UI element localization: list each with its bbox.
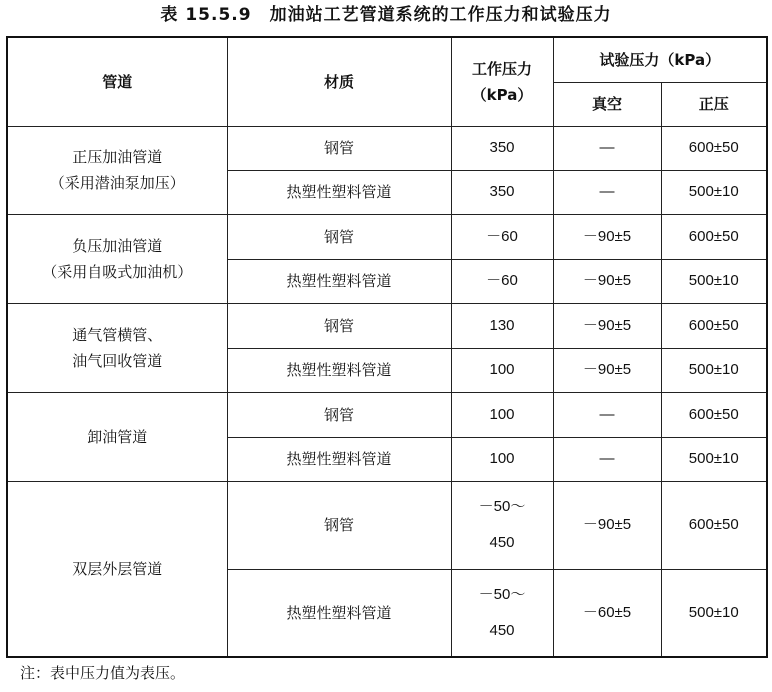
material-cell: 热塑性塑料管道: [227, 170, 451, 214]
pipe-line2: 油气回收管道: [72, 351, 163, 370]
vacuum-cell: －60±5: [553, 569, 661, 657]
pressure-table: [6, 36, 768, 658]
header-work-pressure-line2: （kPa）: [471, 85, 533, 104]
positive-cell: 500±10: [661, 569, 767, 657]
vacuum-cell: －90±5: [553, 481, 661, 569]
work-pressure-cell: －60: [451, 214, 553, 259]
work-pressure-line2: 450: [489, 534, 515, 551]
header-pipe: 管道: [7, 37, 227, 126]
vacuum-cell: －90±5: [553, 348, 661, 392]
pipe-line1: 正压加油管道: [72, 148, 163, 166]
work-pressure-cell: 100: [451, 437, 553, 481]
positive-cell: 500±10: [661, 259, 767, 303]
table-row: [7, 126, 767, 170]
pipe-line2: （采用潜油泵加压）: [49, 174, 185, 192]
positive-cell: 600±50: [661, 481, 767, 569]
positive-cell: 500±10: [661, 437, 767, 481]
vacuum-cell: －90±5: [553, 259, 661, 303]
vacuum-cell: —: [553, 437, 661, 481]
work-pressure-line2: 450: [489, 621, 515, 639]
pipe-line2: （采用自吸式加油机）: [42, 262, 193, 281]
header-material: 材质: [227, 37, 451, 126]
pipe-cell: [7, 214, 227, 303]
header-vacuum: 真空: [553, 82, 661, 126]
table-row: [7, 303, 767, 348]
work-pressure-cell: [451, 481, 553, 569]
work-pressure-cell: －60: [451, 259, 553, 303]
work-pressure-cell: 100: [451, 348, 553, 392]
pipe-cell: [7, 126, 227, 214]
work-pressure-cell: 130: [451, 303, 553, 348]
material-cell: 钢管: [227, 481, 451, 569]
material-cell: 热塑性塑料管道: [227, 437, 451, 481]
positive-cell: 500±10: [661, 348, 767, 392]
pipe-cell: 卸油管道: [7, 392, 227, 481]
header-work-pressure-line1: 工作压力: [471, 59, 532, 78]
pipe-cell: 双层外层管道: [7, 481, 227, 657]
positive-cell: 600±50: [661, 392, 767, 437]
work-pressure-cell: 350: [451, 126, 553, 170]
vacuum-cell: —: [553, 170, 661, 214]
positive-cell: 500±10: [661, 170, 767, 214]
positive-cell: 600±50: [661, 214, 767, 259]
work-pressure-cell: [451, 569, 553, 657]
material-cell: 钢管: [227, 392, 451, 437]
table-note: 注：表中压力值为表压。: [20, 664, 186, 682]
vacuum-cell: －90±5: [553, 214, 661, 259]
material-cell: 热塑性塑料管道: [227, 259, 451, 303]
work-pressure-line1: －50～: [478, 585, 526, 603]
table-row: [7, 392, 767, 437]
table-row: [7, 214, 767, 259]
material-cell: 热塑性塑料管道: [227, 348, 451, 392]
material-cell: 钢管: [227, 214, 451, 259]
material-cell: 钢管: [227, 126, 451, 170]
header-positive: 正压: [661, 82, 767, 126]
vacuum-cell: —: [553, 392, 661, 437]
material-cell: 钢管: [227, 303, 451, 348]
work-pressure-line1: －50～: [478, 498, 526, 515]
positive-cell: 600±50: [661, 126, 767, 170]
vacuum-cell: －90±5: [553, 303, 661, 348]
table-title: 表 15.5.9 加油站工艺管道系统的工作压力和试验压力: [160, 5, 612, 25]
pipe-line1: 通气管横管、: [72, 325, 163, 344]
pipe-cell: [7, 303, 227, 392]
work-pressure-cell: 100: [451, 392, 553, 437]
material-cell: 热塑性塑料管道: [227, 569, 451, 657]
header-test-pressure: 试验压力（kPa）: [553, 37, 767, 82]
work-pressure-cell: 350: [451, 170, 553, 214]
vacuum-cell: —: [553, 126, 661, 170]
table-row: [7, 481, 767, 569]
positive-cell: 600±50: [661, 303, 767, 348]
header-work-pressure: [451, 37, 553, 126]
pipe-line1: 负压加油管道: [72, 236, 163, 255]
